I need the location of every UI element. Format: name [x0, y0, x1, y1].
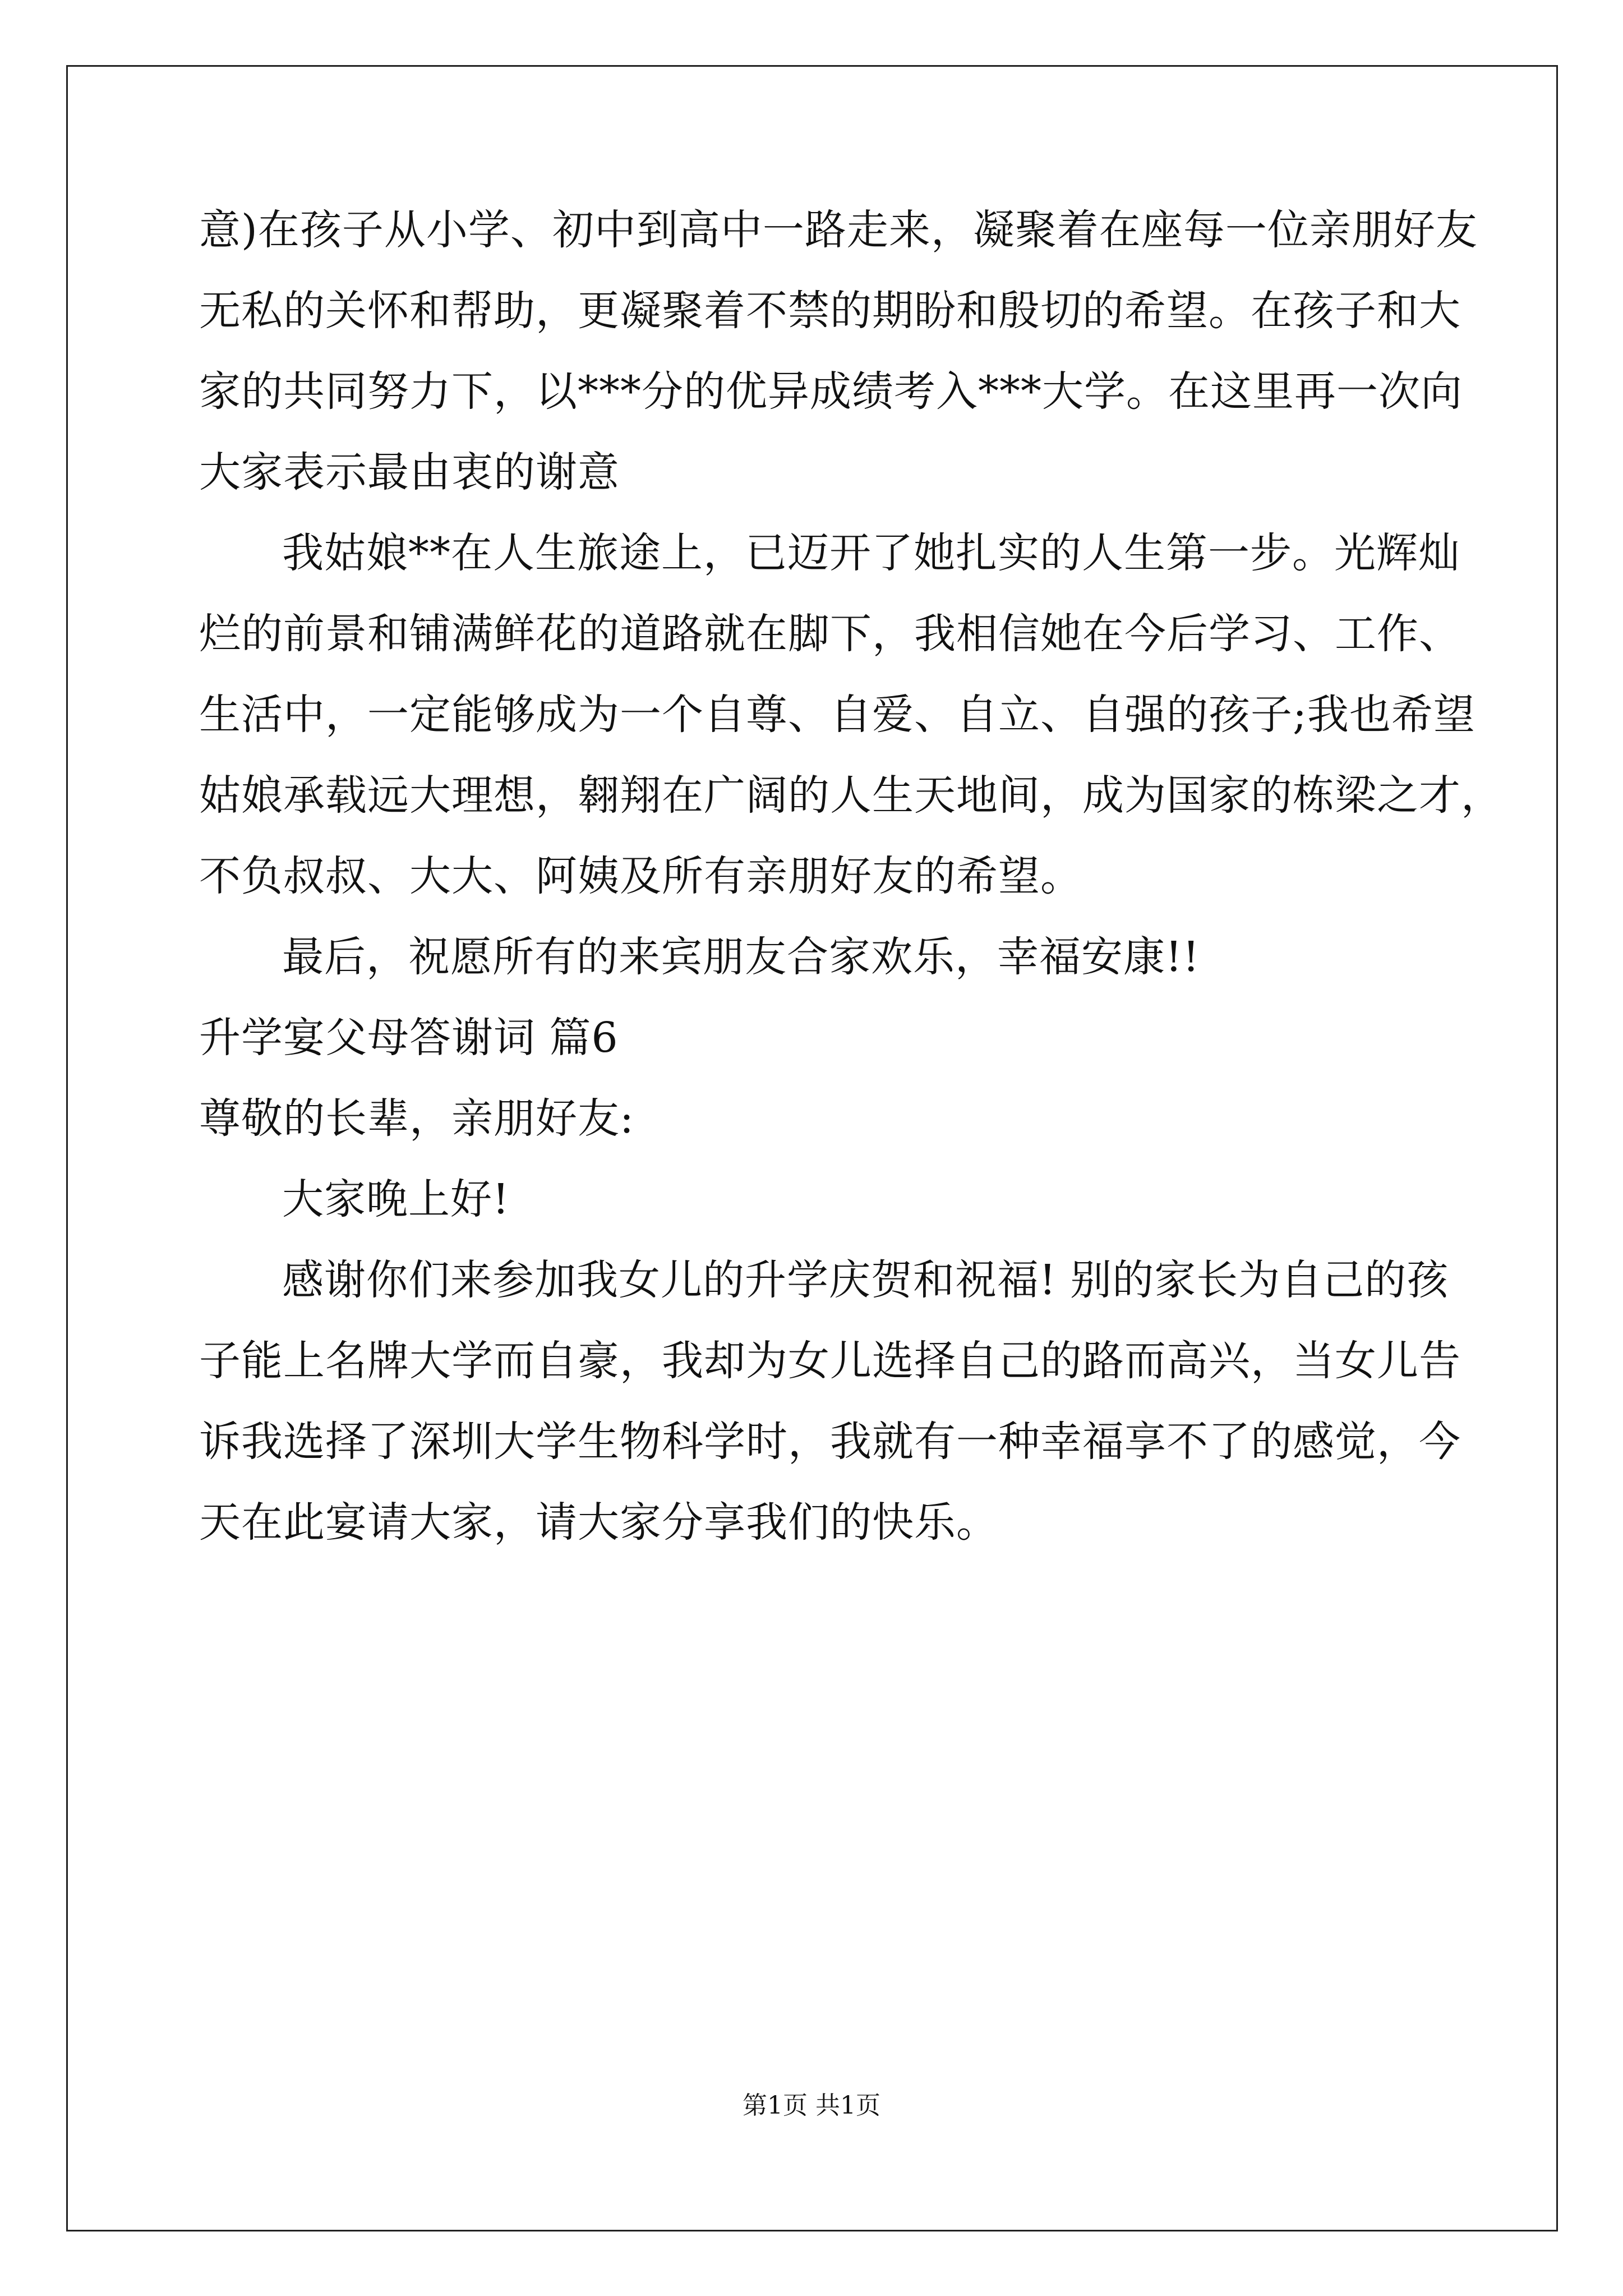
paragraph-line: 最后，祝愿所有的来宾朋友合家欢乐，幸福安康!!	[282, 933, 1200, 981]
paragraph-line: 天在此宴请大家，请大家分享我们的快乐。	[199, 1498, 998, 1547]
paragraph-line: 生活中，一定能够成为一个自尊、自爱、自立、自强的孩子;我也希望	[199, 691, 1476, 739]
paragraph-line: 诉我选择了深圳大学生物科学时，我就有一种幸福享不了的感觉，今	[199, 1418, 1461, 1466]
paragraph-line: 家的共同努力下，以***分的优异成绩考入***大学。在这里再一次向	[199, 367, 1463, 416]
paragraph-line: 姑娘承载远大理想，翱翔在广阔的人生天地间，成为国家的栋梁之才，	[199, 771, 1503, 820]
paragraph-line: 不负叔叔、大大、阿姨及所有亲朋好友的希望。	[199, 852, 1082, 900]
paragraph-line: 意)在孩子从小学、初中到高中一路走来，凝聚着在座每一位亲朋好友	[199, 206, 1478, 254]
greeting: 大家晚上好!	[282, 1175, 510, 1223]
salutation: 尊敬的长辈，亲朋好友:	[199, 1094, 634, 1143]
paragraph-line: 烂的前景和铺满鲜花的道路就在脚下，我相信她在今后学习、工作、	[199, 610, 1461, 658]
paragraph-line: 无私的关怀和帮助，更凝聚着不禁的期盼和殷切的希望。在孩子和大	[199, 287, 1461, 335]
paragraph-line: 感谢你们来参加我女儿的升学庆贺和祝福! 别的家长为自己的孩	[282, 1256, 1449, 1304]
paragraph-line: 我姑娘**在人生旅途上，已迈开了她扎实的人生第一步。光辉灿	[282, 529, 1460, 577]
page-number-footer: 第1页 共1页	[743, 2091, 880, 2120]
paragraph-line: 大家表示最由衷的谢意	[199, 448, 620, 496]
paragraph-line: 子能上名牌大学而自豪，我却为女儿选择自己的路而高兴，当女儿告	[199, 1337, 1461, 1385]
section-heading: 升学宴父母答谢词 篇6	[199, 1014, 619, 1062]
